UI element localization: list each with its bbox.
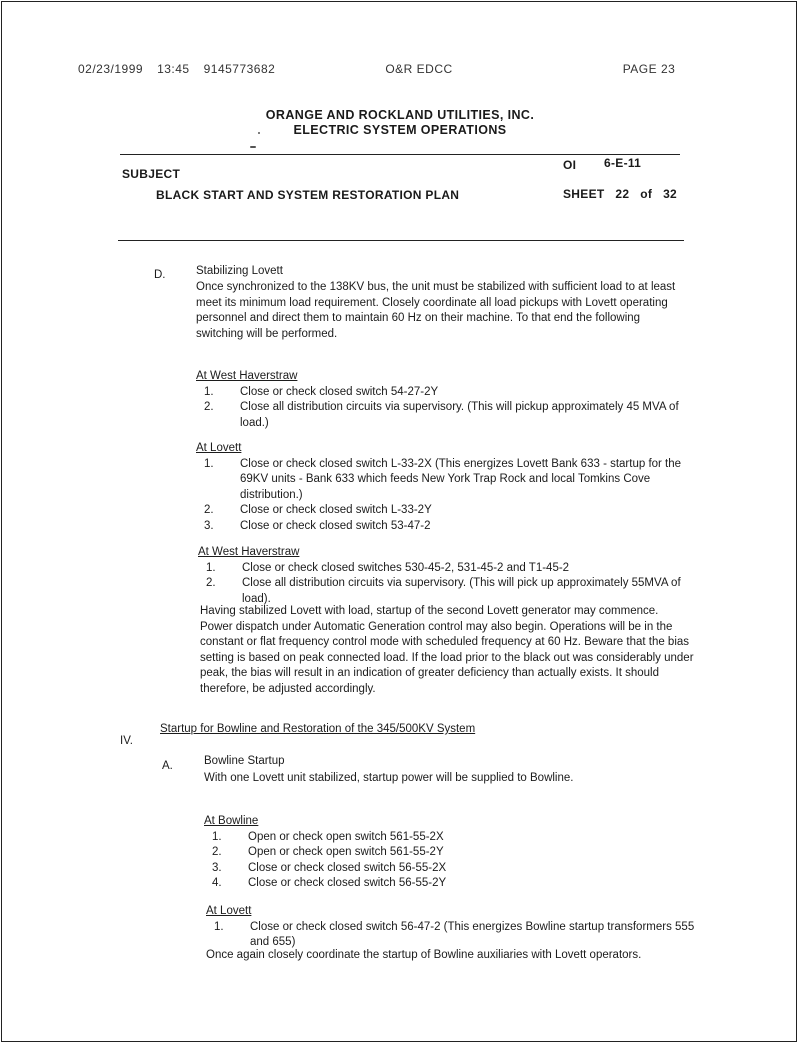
section-title: Startup for Bowline and Restoration of the 345/500KV System <box>160 723 476 735</box>
subject-title: BLACK START AND SYSTEM RESTORATION PLAN <box>156 188 460 202</box>
list-item <box>204 876 684 892</box>
fax-time: 13:45 <box>157 62 190 76</box>
scan-mark <box>258 132 260 134</box>
subsection-closing: Once again closely coordinate the startup of Bowline auxiliaries with Lovett operators. <box>206 949 642 961</box>
item-text: Open or check open switch 561-55-2X <box>248 830 444 843</box>
doc-label: OI <box>563 158 577 172</box>
list-item <box>196 385 692 401</box>
item-number: 1. <box>212 830 222 843</box>
switching-group <box>196 369 692 431</box>
fax-origin: O&R EDCC <box>385 62 453 76</box>
letterhead <box>0 108 800 138</box>
item-number: 2. <box>206 577 216 589</box>
header-rule-bottom <box>118 240 684 241</box>
item-number: 2. <box>212 846 222 858</box>
switching-group <box>198 545 694 607</box>
list-item <box>204 845 684 861</box>
item-number: 3. <box>212 861 222 874</box>
item-text: Close or check closed switch 56-55-2Y <box>248 877 447 889</box>
section-title: Stabilizing Lovett <box>196 265 283 277</box>
item-text: Close or check closed switch 56-55-2X <box>248 861 447 874</box>
switching-group <box>196 441 692 534</box>
subject-label: SUBJECT <box>122 167 181 181</box>
subsection-letter: A. <box>162 760 173 772</box>
item-number: 1. <box>206 561 216 574</box>
list-item <box>196 503 692 519</box>
location-heading: At Bowline <box>204 815 259 827</box>
section-numeral: IV. <box>120 735 134 747</box>
list-item <box>204 830 684 846</box>
item-text: Close or check closed switch 53-47-2 <box>240 519 431 532</box>
item-text: Close or check closed switch 56-47-2 (This energizes Bowline startup transformers 555 and 655) <box>250 920 695 948</box>
item-number: 2. <box>204 504 214 516</box>
location-heading: At West Haverstraw <box>198 546 300 558</box>
sheet-number: SHEET 22 of 32 <box>563 187 678 201</box>
subsection-title: Bowline Startup <box>204 755 285 767</box>
item-number: 1. <box>204 457 214 470</box>
fax-number: 9145773682 <box>203 62 276 76</box>
item-text: Close all distribution circuits via supervisory. (This will pick up approximately 55MVA of load). <box>242 577 681 605</box>
company-name: ORANGE AND ROCKLAND UTILITIES, INC. <box>265 108 535 122</box>
section-intro: Once synchronized to the 138KV bus, the unit must be stabilized with sufficient load to at least meet its minimum load requirement. Closely coordinate all load pickups with Lovett operating personnel and direct them to maintain 60 Hz on their machine. To that end the following switching will be performed. <box>196 281 676 340</box>
division-name: ELECTRIC SYSTEM OPERATIONS <box>293 123 507 137</box>
doc-number: 6-E-11 <box>604 156 642 170</box>
item-text: Open or check open switch 561-55-2Y <box>248 846 444 858</box>
location-heading: At Lovett <box>206 905 252 917</box>
item-text: Close all distribution circuits via supervisory. (This will pickup approximately 45 MVA of load.) <box>240 401 679 429</box>
item-text: Close or check closed switches 530-45-2, 531-45-2 and T1-45-2 <box>242 561 570 574</box>
fax-page-number: PAGE 23 <box>622 62 676 76</box>
location-heading: At Lovett <box>196 442 242 454</box>
item-text: Close or check closed switch L-33-2X (This energizes Lovett Bank 633 - startup for the 69KV units - Bank 633 which feeds New York Trap Rock and local Tomkins Cove distribution.) <box>240 457 682 501</box>
section-closing: Having stabilized Lovett with load, startup of the second Lovett generator may commence. Power dispatch under Automatic Generation control may also begin. Operations will be in the constant or flat frequency control mode with scheduled frequency at 60 Hz. Beware that the bias setting is based on peak connected load. If the load prior to the black out was considerably under peak, the bias will result in an indication of greater deficiency than actually exists. It should therefore, be adjusted accordingly. <box>200 605 694 695</box>
switching-group <box>206 904 696 951</box>
list-item <box>206 920 696 951</box>
location-heading: At West Haverstraw <box>196 370 298 382</box>
switching-group <box>204 814 684 892</box>
item-text: Close or check closed switch L-33-2Y <box>240 504 432 516</box>
fax-date: 02/23/1999 <box>78 62 144 76</box>
list-item <box>196 400 692 431</box>
scan-mark <box>250 146 256 148</box>
list-item <box>198 576 694 607</box>
item-number: 4. <box>212 877 222 889</box>
header-rule-top <box>120 154 680 155</box>
item-number: 2. <box>204 401 214 413</box>
item-number: 1. <box>204 385 214 398</box>
item-number: 1. <box>214 920 224 933</box>
section-letter: D. <box>154 269 166 281</box>
item-text: Close or check closed switch 54-27-2Y <box>240 385 439 398</box>
subsection-intro: With one Lovett unit stabilized, startup power will be supplied to Bowline. <box>204 772 574 784</box>
list-item <box>204 861 684 877</box>
fax-header <box>78 62 675 76</box>
list-item <box>198 561 694 577</box>
list-item <box>196 519 692 535</box>
item-number: 3. <box>204 519 214 532</box>
list-item <box>196 457 692 504</box>
